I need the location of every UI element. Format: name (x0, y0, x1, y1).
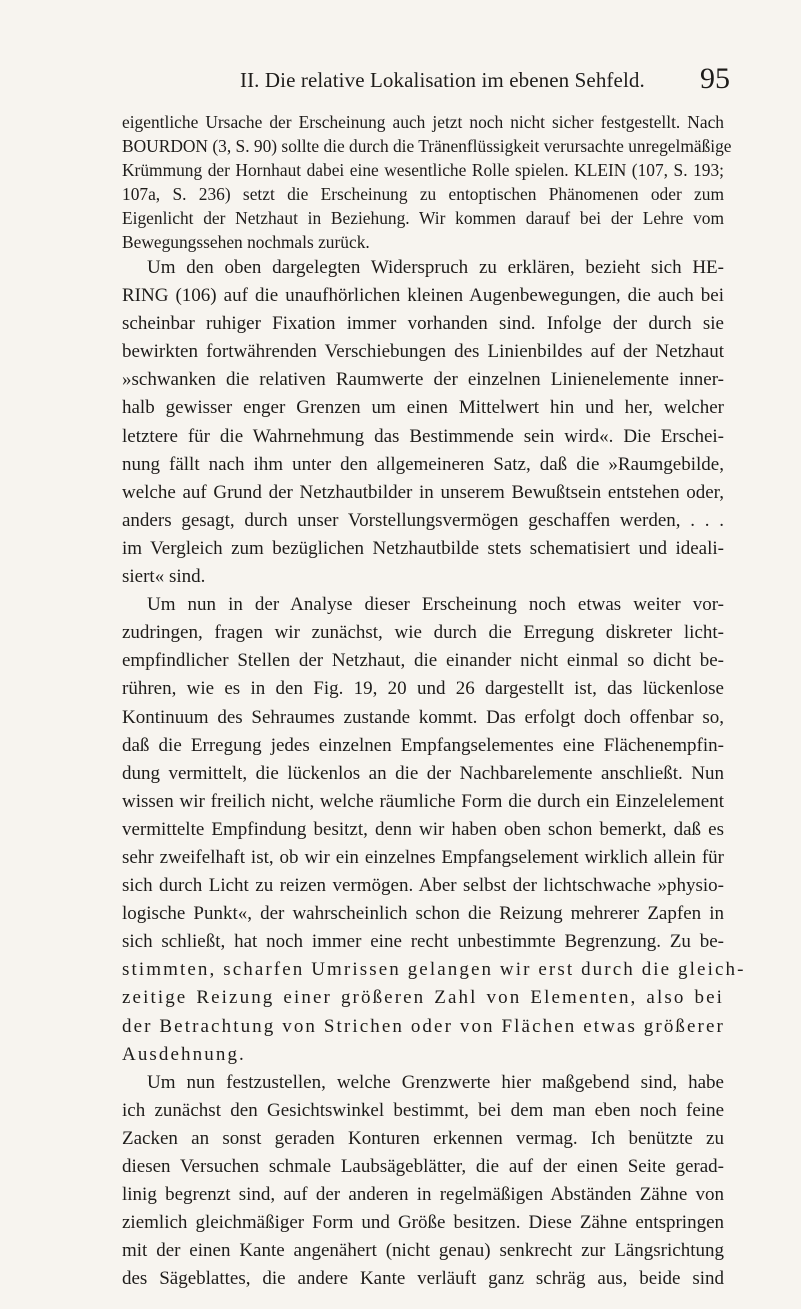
text-line: sehr zweifelhaft ist, ob wir ein einzelnes Empfangselement wirklich allein für (122, 846, 724, 868)
text-line: RING (106) auf die unaufhörlichen kleinen Augenbewegungen, die auch bei (122, 285, 724, 307)
text-line: zudringen, fragen wir zunächst, wie durch die Erregung diskreter licht- (122, 622, 724, 644)
text-line: »schwanken die relativen Raumwerte der einzelnen Linienelemente inner- (122, 369, 724, 391)
text-line: BOURDON (3, S. 90) sollte die durch die Tränenflüssigkeit verursachte unregelmäßige (122, 136, 732, 156)
text-line: Krümmung der Hornhaut dabei eine wesentliche Rolle spielen. KLEIN (107, S. 193; (122, 160, 724, 180)
text-line: vermittelte Empfindung besitzt, denn wir haben oben schon bemerkt, daß es (122, 818, 724, 840)
text-line: sich schließt, hat noch immer eine recht unbestimmte Begrenzung. Zu be- (122, 931, 724, 953)
text-line: logische Punkt«, der wahrscheinlich schon die Reizung mehrerer Zapfen in (122, 903, 724, 925)
text-line: diesen Versuchen schmale Laubsägeblätter, die auf der einen Seite gerad- (122, 1156, 724, 1177)
text-line: Zacken an sonst geraden Konturen erkennen vermag. Ich benützte zu (122, 1127, 724, 1149)
spaced-emphasis-line: der Betrachtung von Strichen oder von Flächen etwas größerer (122, 1015, 725, 1037)
text-line: nung fällt nach ihm unter den allgemeineren Satz, daß die »Raumgebilde, (122, 453, 724, 475)
text-line: daß die Erregung jedes einzelnen Empfangselementes eine Flächenempfin- (122, 734, 724, 756)
text-line: im Vergleich zum bezüglichen Netzhautbilde stets schematisiert und ideali- (122, 537, 724, 559)
body-text (122, 110, 746, 1293)
paragraph-start-line: Um nun festzustellen, welche Grenzwerte hier maßgebend sind, habe (147, 1071, 724, 1093)
text-line: Bewegungssehen nochmals zurück. (122, 232, 370, 252)
text-line: halb gewisser enger Grenzen um einen Mittelwert hin und her, welcher (122, 397, 724, 419)
text-line: ziemlich gleichmäßiger Form und Größe besitzen. Diese Zähne entspringen (122, 1212, 724, 1234)
text-line: rühren, wie es in den Fig. 19, 20 und 26 dargestellt ist, das lückenlose (122, 678, 724, 700)
text-line: ich zunächst den Gesichtswinkel bestimmt, bei dem man eben noch feine (122, 1099, 724, 1121)
text-line: bewirkten fortwährenden Verschiebungen des Linienbildes auf der Netzhaut (122, 341, 724, 363)
paragraph-start-line: Um nun in der Analyse dieser Erscheinung noch etwas weiter vor- (147, 594, 724, 616)
text-line: sich durch Licht zu reizen vermögen. Aber selbst der lichtschwache »physio- (122, 875, 724, 897)
text-line: mit der einen Kante angenähert (nicht genau) senkrecht zur Längsrichtung (122, 1240, 724, 1262)
text-line: scheinbar ruhiger Fixation immer vorhanden sind. Infolge der durch sie (122, 313, 724, 335)
running-head (0, 62, 801, 106)
text-line: dung vermittelt, die lückenlos an die der Nachbarelemente anschließt. Nun (122, 762, 724, 784)
running-title: II. Die relative Lokalisation im ebenen Sehfeld. (240, 68, 645, 92)
text-line: eigentliche Ursache der Erscheinung auch jetzt noch nicht sicher festgestellt. Nach (122, 112, 724, 132)
text-line: Eigenlicht der Netzhaut in Beziehung. Wir kommen darauf bei der Lehre vom (122, 208, 724, 228)
text-line: letztere für die Wahrnehmung das Bestimmende sein wird«. Die Erschei- (122, 425, 724, 447)
text-line: linig begrenzt sind, auf der anderen in regelmäßigen Abständen Zähne von (122, 1184, 724, 1206)
text-line: anders gesagt, durch unser Vorstellungsvermögen geschaffen werden, . . . (122, 509, 724, 531)
text-line: welche auf Grund der Netzhautbilder in unserem Bewußtsein entstehen oder, (122, 481, 724, 503)
spaced-emphasis-line: Ausdehnung. (122, 1043, 246, 1065)
text-line: siert« sind. (122, 566, 206, 588)
text-line: wissen wir freilich nicht, welche räumliche Form die durch ein Einzelelement (122, 790, 724, 812)
text-line: 107a, S. 236) setzt die Erscheinung zu entoptischen Phänomenen oder zum (122, 184, 724, 204)
page-number: 95 (700, 62, 730, 95)
spaced-emphasis-line: stimmten, scharfen Umrissen gelangen wir erst durch die gleich- (122, 959, 746, 981)
spaced-emphasis-line: zeitige Reizung einer größeren Zahl von Elementen, also bei (122, 987, 724, 1009)
paragraph-start-line: Um den oben dargelegten Widerspruch zu erklären, bezieht sich HE- (147, 257, 724, 278)
text-line: Kontinuum des Sehraumes zustande kommt. Das erfolgt doch offenbar so, (122, 706, 724, 728)
text-line: des Sägeblattes, die andere Kante verläuft ganz schräg aus, beide sind (122, 1268, 724, 1290)
text-line: empfindlicher Stellen der Netzhaut, die einander nicht einmal so dicht be- (122, 650, 724, 672)
